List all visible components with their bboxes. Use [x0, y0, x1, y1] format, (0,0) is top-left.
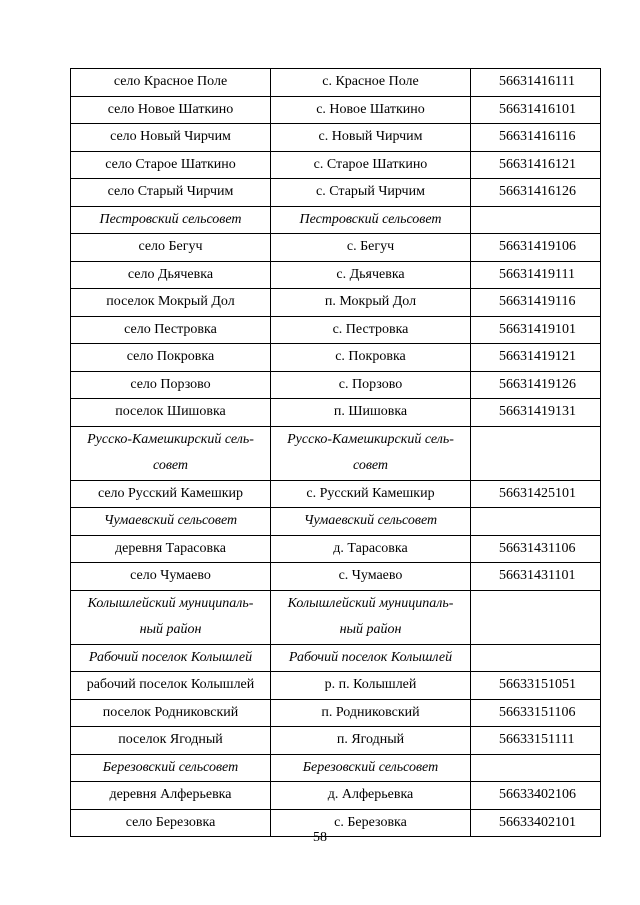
oktmo-code-cell: 56631416126 — [471, 179, 601, 207]
settlement-name-line: село Пестровка — [124, 321, 217, 337]
oktmo-code-cell — [471, 644, 601, 672]
settlement-name-line: село Чумаево — [130, 568, 211, 583]
oktmo-code-cell — [471, 754, 601, 782]
settlement-short-name-line: Русско-Камешкирский сель- — [287, 431, 454, 447]
section-header-row — [71, 206, 601, 234]
oktmo-code-cell — [471, 508, 601, 536]
settlement-short-name-line: Колышлейский муниципаль- — [287, 595, 454, 611]
settlement-short-name-cell — [271, 590, 471, 644]
settlement-short-name-cell — [271, 727, 471, 755]
table-row — [71, 699, 601, 727]
settlement-name-line: поселок Шишовка — [115, 404, 226, 419]
settlement-short-name-cell — [271, 754, 471, 782]
settlement-name-cell — [71, 261, 271, 289]
oktmo-code-cell: 56633151106 — [471, 699, 601, 727]
settlement-name-cell — [71, 535, 271, 563]
settlement-short-name-cell — [271, 508, 471, 536]
oktmo-code-cell: 56633402101 — [471, 809, 601, 837]
settlement-short-name-line: с. Березовка — [334, 814, 407, 830]
settlement-short-name-line: р. п. Колышлей — [324, 677, 417, 692]
settlement-short-name-cell — [271, 672, 471, 700]
settlement-name-cell — [71, 179, 271, 207]
section-header-row — [71, 426, 601, 480]
settlement-short-name-line: Чумаевский сельсовет — [303, 513, 438, 528]
table-row — [71, 672, 601, 700]
settlement-short-name-line: д. Тарасовка — [333, 540, 408, 556]
settlement-name-cell — [71, 480, 271, 508]
settlement-short-name-line: Рабочий поселок Колышлей — [288, 649, 453, 665]
settlement-short-name-cell — [271, 96, 471, 124]
settlement-short-name-cell — [271, 206, 471, 234]
settlement-short-name-line: с. Бегуч — [346, 239, 395, 254]
settlement-name-line: поселок Родниковский — [102, 704, 239, 720]
table-row — [71, 151, 601, 179]
settlement-short-name-line: п. Шишовка — [333, 404, 408, 419]
table-row — [71, 289, 601, 317]
settlement-name-cell — [71, 590, 271, 644]
settlement-name-line: деревня Алферьевка — [109, 787, 232, 802]
section-header-row — [71, 590, 601, 644]
settlement-short-name-line: Березовский сельсовет — [302, 759, 439, 775]
settlement-name-cell — [71, 699, 271, 727]
settlement-name-cell — [71, 371, 271, 399]
settlement-short-name-line: п. Родниковский — [321, 704, 420, 720]
table-body — [71, 69, 601, 837]
settlement-name-line: село Старое Шаткино — [105, 156, 236, 172]
settlement-short-name-line: с. Чумаево — [338, 568, 403, 583]
oktmo-code-cell: 56633151111 — [471, 727, 601, 755]
settlement-short-name-cell — [271, 699, 471, 727]
settlement-short-name-line: с. Пестровка — [332, 321, 409, 337]
table-row — [71, 96, 601, 124]
settlement-short-name-cell — [271, 399, 471, 427]
settlement-short-name-cell — [271, 261, 471, 289]
settlement-name-cell — [71, 426, 271, 480]
settlement-name-line: село Красное Поле — [113, 74, 228, 89]
oktmo-code-cell — [471, 206, 601, 234]
settlement-name-cell — [71, 234, 271, 262]
settlement-name-line: село Покровка — [126, 349, 215, 364]
section-header-row — [71, 644, 601, 672]
settlement-name-line: Рабочий поселок Колышлей — [88, 649, 253, 665]
table-row — [71, 344, 601, 372]
settlement-name-cell — [71, 206, 271, 234]
settlement-short-name-cell — [271, 234, 471, 262]
section-header-row — [71, 508, 601, 536]
settlement-short-name-cell — [271, 316, 471, 344]
settlement-name-line: Пестровский сельсовет — [99, 211, 242, 227]
table-row — [71, 261, 601, 289]
oktmo-code-cell: 56631416121 — [471, 151, 601, 179]
settlement-name-cell — [71, 316, 271, 344]
settlement-name-line: село Русский Камешкир — [97, 485, 244, 501]
settlement-name-line: Чумаевский сельсовет — [103, 513, 238, 528]
table-row — [71, 399, 601, 427]
table-row — [71, 179, 601, 207]
table-row — [71, 234, 601, 262]
oktmo-code-cell: 56631419126 — [471, 371, 601, 399]
oktmo-code-cell — [471, 590, 601, 644]
settlement-name-line: село Порзово — [130, 376, 211, 392]
settlement-name-cell — [71, 754, 271, 782]
oktmo-code-cell: 56631425101 — [471, 480, 601, 508]
settlement-name-line: ный район — [139, 622, 202, 637]
table-row — [71, 480, 601, 508]
settlement-name-cell — [71, 782, 271, 810]
settlement-name-line: село Новое Шаткино — [107, 101, 234, 117]
oktmo-code-cell: 56631419131 — [471, 399, 601, 427]
oktmo-code-cell: 56631416116 — [471, 124, 601, 152]
settlement-short-name-line: совет — [352, 458, 389, 473]
oktmo-code-cell: 56631419116 — [471, 289, 601, 317]
table-row — [71, 316, 601, 344]
settlement-name-cell — [71, 727, 271, 755]
settlement-name-line: село Бегуч — [138, 239, 203, 254]
settlement-name-line: село Дьячевка — [127, 266, 214, 282]
settlement-short-name-cell — [271, 535, 471, 563]
settlement-short-name-cell — [271, 69, 471, 97]
oktmo-code-cell: 56631419111 — [471, 261, 601, 289]
settlement-short-name-line: с. Старое Шаткино — [313, 156, 428, 172]
settlement-name-line: село Новый Чирчим — [110, 129, 231, 144]
settlement-name-line: поселок Мокрый Дол — [106, 294, 235, 309]
settlement-name-line: Колышлейский муниципаль- — [87, 595, 254, 611]
oktmo-code-cell: 56631419101 — [471, 316, 601, 344]
settlement-name-line: Русско-Камешкирский сель- — [87, 431, 254, 447]
table-row — [71, 124, 601, 152]
settlement-short-name-cell — [271, 344, 471, 372]
settlement-name-cell — [71, 508, 271, 536]
settlement-short-name-cell — [271, 179, 471, 207]
page-number: 58 — [313, 830, 327, 845]
table-row — [71, 371, 601, 399]
settlement-name-cell — [71, 124, 271, 152]
settlement-name-line: деревня Тарасовка — [115, 540, 226, 556]
settlement-short-name-cell — [271, 644, 471, 672]
settlement-name-line: Березовский сельсовет — [102, 759, 239, 775]
oktmo-code-cell: 56631419121 — [471, 344, 601, 372]
settlement-short-name-cell — [271, 563, 471, 591]
settlement-name-cell — [71, 672, 271, 700]
table-row — [71, 727, 601, 755]
oktmo-code-cell: 56631416111 — [471, 69, 601, 97]
oktmo-code-cell: 56631431106 — [471, 535, 601, 563]
oktmo-code-cell: 56631419106 — [471, 234, 601, 262]
oktmo-code-cell: 56633151051 — [471, 672, 601, 700]
section-header-row — [71, 754, 601, 782]
settlement-short-name-cell — [271, 289, 471, 317]
settlement-short-name-line: с. Новое Шаткино — [316, 101, 425, 117]
settlement-short-name-line: с. Красное Поле — [322, 74, 419, 89]
settlement-short-name-cell — [271, 426, 471, 480]
settlement-name-cell — [71, 344, 271, 372]
settlement-name-cell — [71, 644, 271, 672]
settlement-name-line: рабочий поселок Колышлей — [86, 677, 255, 692]
settlement-name-cell — [71, 151, 271, 179]
table-row — [71, 69, 601, 97]
oktmo-code-cell: 56633402106 — [471, 782, 601, 810]
settlement-short-name-line: с. Старый Чирчим — [316, 184, 425, 199]
settlement-short-name-cell — [271, 151, 471, 179]
settlement-short-name-line: с. Новый Чирчим — [318, 129, 423, 144]
settlement-short-name-cell — [271, 371, 471, 399]
settlement-name-cell — [71, 69, 271, 97]
settlement-short-name-line: с. Русский Камешкир — [306, 485, 435, 501]
settlements-table — [70, 68, 601, 837]
settlement-short-name-line: п. Ягодный — [336, 732, 405, 747]
settlement-name-cell — [71, 96, 271, 124]
table-row — [71, 563, 601, 591]
table-row — [71, 782, 601, 810]
settlement-name-line: село Березовка — [125, 814, 216, 830]
settlement-name-line: село Старый Чирчим — [107, 184, 234, 199]
oktmo-code-cell: 56631431101 — [471, 563, 601, 591]
settlement-short-name-line: с. Покровка — [335, 349, 406, 364]
settlement-short-name-line: Пестровский сельсовет — [299, 211, 442, 227]
settlement-name-cell — [71, 289, 271, 317]
settlement-short-name-cell — [271, 124, 471, 152]
settlement-short-name-line: ный район — [339, 622, 402, 637]
settlement-name-line: поселок Ягодный — [118, 732, 223, 747]
settlement-short-name-cell — [271, 480, 471, 508]
settlement-name-cell — [71, 563, 271, 591]
settlement-name-line: совет — [152, 458, 189, 473]
settlement-short-name-line: с. Дьячевка — [336, 266, 405, 282]
table-row — [71, 535, 601, 563]
settlement-short-name-cell — [271, 782, 471, 810]
settlement-name-cell — [71, 399, 271, 427]
settlement-short-name-line: с. Порзово — [338, 376, 403, 392]
oktmo-code-cell: 56631416101 — [471, 96, 601, 124]
settlement-short-name-line: п. Мокрый Дол — [324, 294, 417, 309]
settlement-short-name-line: д. Алферьевка — [327, 787, 414, 802]
oktmo-code-cell — [471, 426, 601, 480]
